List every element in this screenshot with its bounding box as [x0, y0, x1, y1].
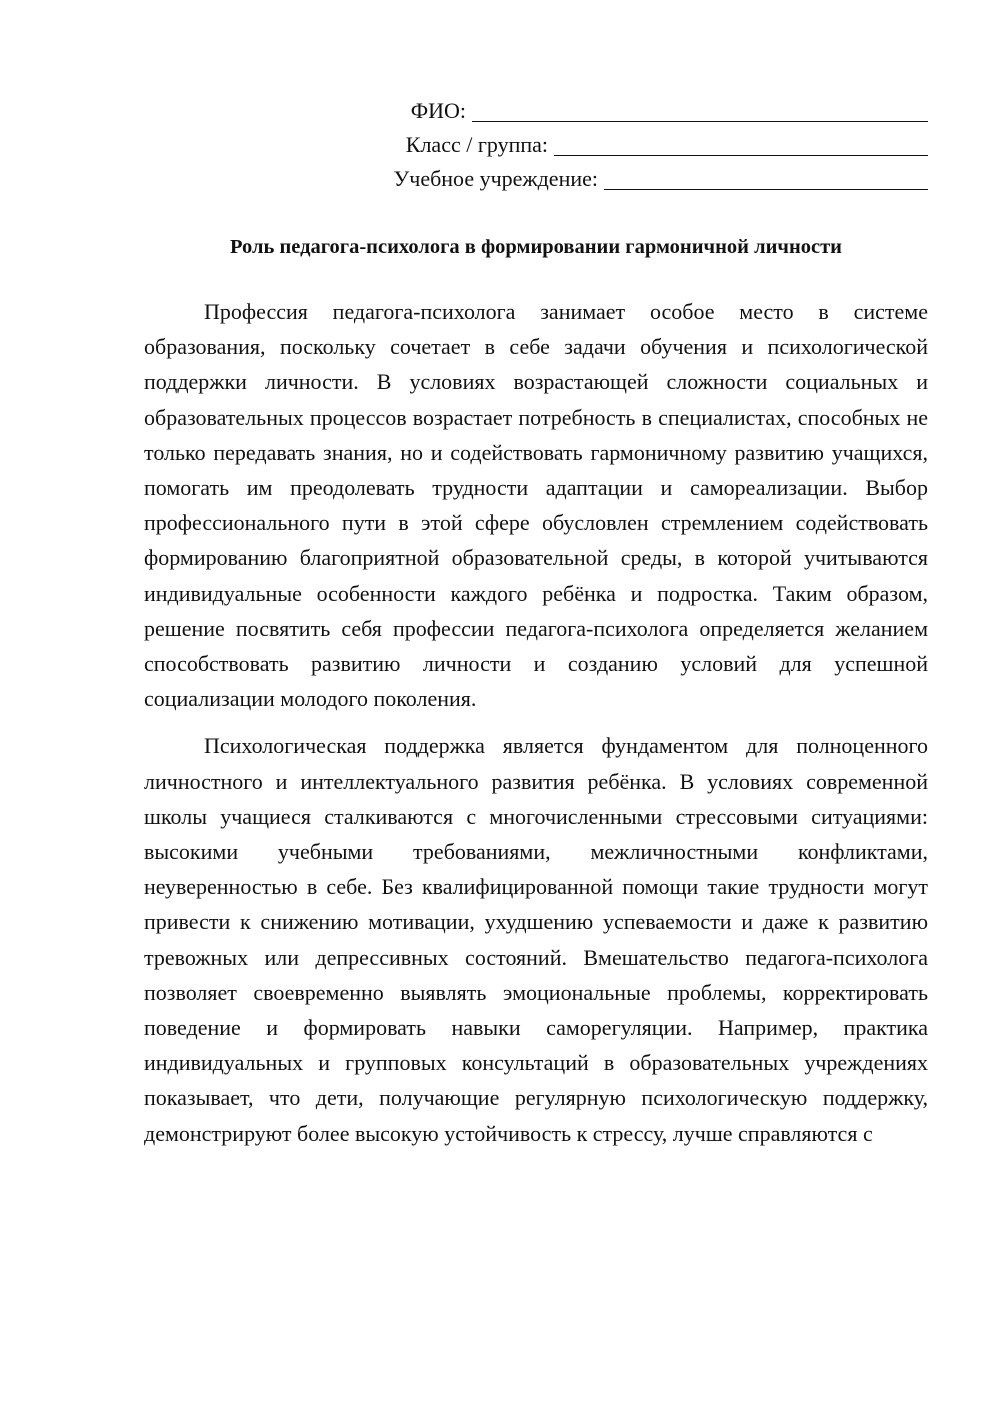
class-group-blank-line	[554, 131, 928, 156]
student-info-header	[328, 94, 928, 196]
paragraph-1: Профессия педагога-психолога занимает особое место в системе образования, поскольку сочетает в себе задачи обучения и психологической поддержки личности. В условиях возрастающей сложности социальных и образовательных процессов возрастает потребность в специалистах, способных не только передавать знания, но и содействовать гармоничному развитию учащихся, помогать им преодолевать трудности адаптации и самореализации. Выбор профессионального пути в этой сфере обусловлен стремлением содействовать формированию благоприятной образовательной среды, в которой учитываются индивидуальные особенности каждого ребёнка и подростка. Таким образом, решение посвятить себя профессии педагога-психолога определяется желанием способствовать развитию личности и созданию условий для успешной социализации молодого поколения.	[144, 299, 928, 712]
fio-blank-line	[472, 97, 928, 122]
document-title: Роль педагога-психолога в формировании гармоничной личности	[230, 236, 842, 258]
fio-label: ФИО:	[410, 98, 466, 123]
institution-blank-line	[604, 165, 928, 190]
fio-field-row	[328, 94, 928, 128]
institution-label: Учебное учреждение:	[393, 166, 598, 191]
paragraph-2: Психологическая поддержка является фундаментом для полноценного личностного и интеллектуального развития ребёнка. В условиях современной школы учащиеся сталкиваются с многочисленными стрессовыми ситуациями: высокими учебными требованиями, межличностными конфликтами, неуверенностью в себе. Без квалифицированной помощи такие трудности могут привести к снижению мотивации, ухудшению успеваемости и даже к развитию тревожных или депрессивных состояний. Вмешательство педагога-психолога позволяет своевременно выявлять эмоциональные проблемы, корректировать поведение и формировать навыки саморегуляции. Например, практика индивидуальных и групповых консультаций в образовательных учреждениях показывает, что дети, получающие регулярную психологическую поддержку, демонстрируют более высокую устойчивость к стрессу, лучше справляются с	[144, 733, 928, 1146]
class-group-field-row	[328, 128, 928, 162]
class-group-label: Класс / группа:	[405, 132, 548, 157]
institution-field-row	[328, 162, 928, 196]
document-body	[144, 294, 928, 1163]
